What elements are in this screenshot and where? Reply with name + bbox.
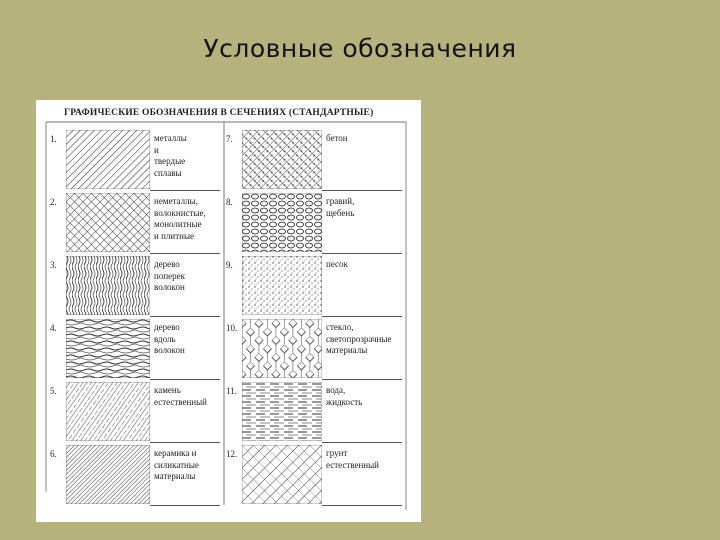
legend-item-number: 12. [226, 449, 238, 459]
hatch-swatch [66, 256, 150, 315]
legend-item-number: 9. [226, 260, 233, 270]
legend-item-label-line: материалы [326, 345, 368, 355]
legend-item-number: 5. [50, 386, 57, 396]
legend-item-label-line: керамика и [154, 448, 197, 458]
legend-item-label [326, 385, 362, 408]
figure-heading: ГРАФИЧЕСКИЕ ОБОЗНАЧЕНИЯ В СЕЧЕНИЯХ (СТАНДАРТНЫЕ) [64, 108, 374, 118]
legend-item-label-line: грунт [326, 448, 348, 458]
legend-item-label-line: вода, жидкость [326, 385, 363, 407]
legend-item-number: 4. [50, 323, 57, 333]
legend-item-number: 6. [50, 449, 57, 459]
hatch-swatch [242, 445, 322, 504]
hatch-swatch [66, 193, 150, 252]
legend-item-label-line: поперек [154, 270, 185, 281]
hatch-swatch [242, 382, 322, 441]
legend-item-label [154, 385, 207, 408]
legend-item-label [326, 259, 348, 271]
hatch-swatch [242, 256, 322, 315]
legend-item-number: 1. [50, 134, 57, 144]
hatch-swatch [242, 193, 322, 252]
row-divider [150, 442, 220, 443]
hatch-swatch [66, 445, 150, 504]
row-divider [150, 190, 220, 191]
hatch-swatch [242, 130, 322, 189]
legend-item-label-line: камень [154, 385, 181, 395]
slide-title: Условные обозначения [203, 34, 517, 63]
legend-item-label-line: металлы и [154, 133, 187, 155]
legend-item-label-line: монолитные [154, 219, 202, 229]
row-divider [150, 505, 220, 506]
legend-item-label-line: дерево вдоль [154, 322, 180, 344]
legend-item-label [154, 322, 185, 357]
legend-item-label-line: силикатные [154, 459, 199, 470]
hatch-swatch [66, 130, 150, 189]
legend-item-label-line: гравий, щебень [326, 196, 355, 218]
legend-item-number: 3. [50, 260, 57, 270]
legend-item-label [154, 448, 199, 483]
legend-item-number: 8. [226, 197, 233, 207]
legend-item-label-line: естественный [154, 396, 207, 407]
row-divider [150, 253, 220, 254]
legend-item-number: 2. [50, 197, 57, 207]
legend-item-label [326, 448, 379, 471]
row-divider [150, 316, 220, 317]
legend-item-label [326, 133, 348, 145]
legend-item-label-line: и плитные [154, 230, 194, 241]
legend-item-label-line: волокнистые, [154, 207, 206, 218]
legend-item-label-line: дерево [154, 259, 180, 269]
legend-item-number: 7. [226, 134, 233, 144]
row-divider [322, 316, 402, 317]
legend-item-number: 11. [226, 386, 237, 396]
legend-figure [36, 100, 421, 522]
legend-item-label-line: бетон [326, 133, 348, 143]
legend-item-label [154, 259, 185, 294]
hatch-swatch [242, 319, 322, 378]
hatch-swatch [66, 319, 150, 378]
legend-item-label-line: сплавы [154, 167, 182, 178]
legend-item-label-line: песок [326, 259, 348, 269]
row-divider [322, 253, 402, 254]
legend-item-label-line: волокон [154, 282, 185, 292]
hatch-swatch [66, 382, 150, 441]
legend-item-label-line: естественный [326, 459, 379, 470]
legend-item-label-line: неметаллы, [154, 196, 198, 206]
legend-item-label-line: светопрозрачные [326, 333, 392, 344]
legend-item-label [326, 196, 354, 219]
row-divider [322, 190, 402, 191]
row-divider [322, 379, 402, 380]
legend-item-label [326, 322, 391, 357]
legend-item-label-line: твердые [154, 156, 186, 166]
row-divider [322, 442, 402, 443]
legend-item-label-line: материалы [154, 471, 196, 481]
legend-item-number: 10. [226, 323, 238, 333]
legend-item-label [154, 196, 206, 242]
legend-item-label [154, 133, 187, 179]
legend-item-label-line: стекло, [326, 322, 354, 332]
legend-item-label-line: волокон [154, 345, 185, 355]
row-divider [322, 505, 402, 506]
row-divider [150, 379, 220, 380]
